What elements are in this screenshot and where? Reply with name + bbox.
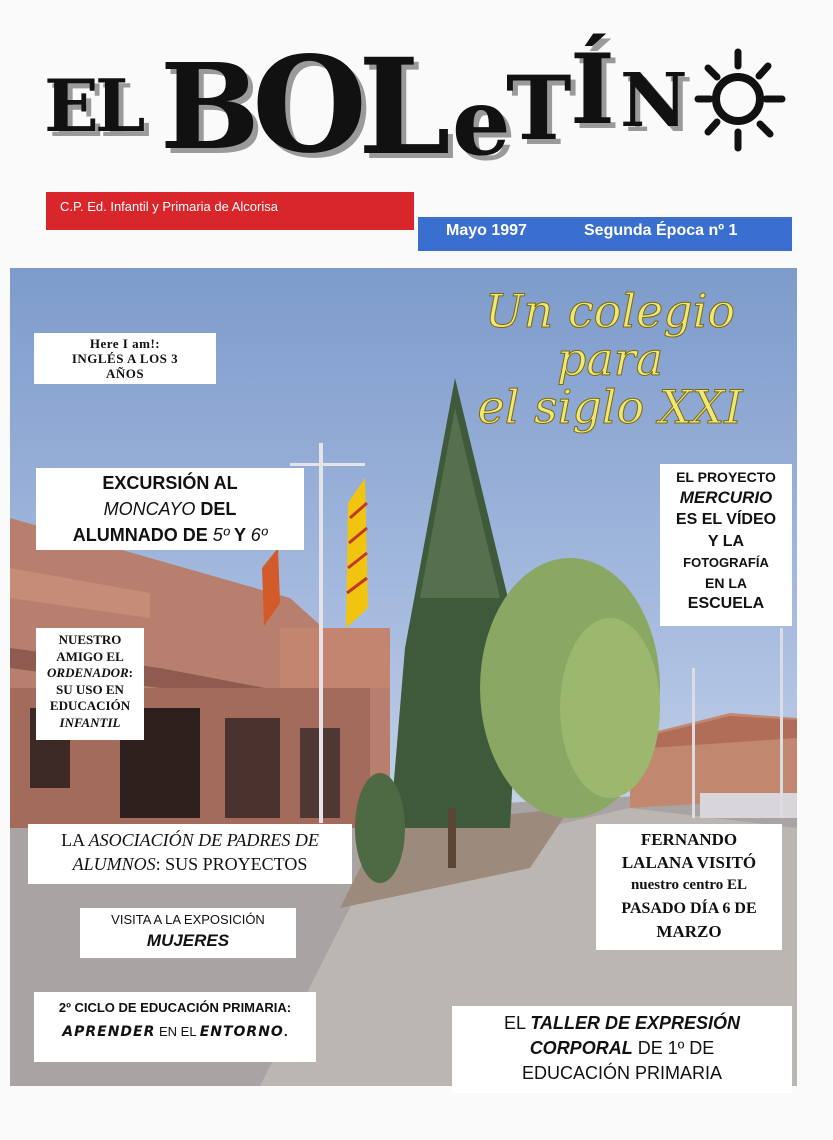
story-taller[interactable]	[452, 1006, 792, 1093]
story-asociacion[interactable]	[28, 824, 352, 884]
story-text: LALANA VISITÓ	[621, 853, 757, 872]
story-text: MONCAYO	[103, 499, 196, 519]
story-text: EDUCACIÓN	[49, 698, 131, 713]
story-ciclo[interactable]	[34, 992, 316, 1062]
story-text: SU USO EN	[56, 681, 124, 697]
story-text: INGLÉS A LOS 3	[71, 351, 179, 366]
story-text: ALUMNOS	[72, 854, 156, 874]
story-ordenador[interactable]	[36, 628, 144, 740]
story-text: AMIGO EL	[56, 648, 124, 664]
story-lalana[interactable]	[596, 824, 782, 950]
story-text: 2º CICLO DE EDUCACIÓN PRIMARIA:	[58, 1000, 292, 1015]
school-name: C.P. Ed. Infantil y Primaria de Alcorisa	[60, 199, 278, 214]
story-text: ESCUELA	[687, 595, 765, 612]
story-text: DE 1º DE	[637, 1038, 715, 1058]
story-text: PASADO DÍA 6 DE	[621, 900, 757, 917]
story-text: MARZO	[656, 922, 722, 941]
story-text: APRENDER	[62, 1024, 156, 1040]
masthead	[40, 28, 780, 190]
story-text: Here I am!:	[89, 336, 161, 351]
story-mercurio[interactable]	[660, 464, 792, 626]
story-text: .	[283, 1023, 288, 1039]
story-text: Y LA	[707, 533, 745, 550]
story-text: CORPORAL	[529, 1038, 633, 1058]
story-text: MUJERES	[146, 931, 230, 950]
story-text: LA	[61, 830, 85, 850]
story-text: ALUMNADO DE	[72, 525, 208, 545]
story-text: ES EL VÍDEO	[675, 511, 777, 528]
story-text: EXCURSIÓN AL	[102, 473, 238, 493]
title-letter: B	[160, 37, 260, 176]
story-mujeres[interactable]	[80, 908, 296, 958]
title-letter: O	[252, 28, 367, 183]
story-text: ASOCIACIÓN DE PADRES	[88, 830, 291, 850]
headline-line: el siglo XXI	[477, 380, 743, 434]
title-letter: L	[358, 30, 451, 185]
story-text: VISITA A LA EXPOSICIÓN	[111, 912, 265, 927]
title-letter: e	[452, 68, 511, 176]
story-text: nuestro centro EL	[630, 877, 748, 893]
story-text: FERNANDO	[640, 830, 738, 849]
headline-line: Un colegio para	[484, 284, 736, 386]
issue-date: Mayo 1997	[446, 222, 527, 239]
story-text: Y	[234, 525, 246, 545]
story-text: AÑOS	[105, 366, 145, 381]
story-text: 5º	[212, 525, 230, 545]
issue-number: Segunda Época nº 1	[584, 222, 738, 239]
title-letter: N	[620, 58, 688, 144]
story-text: EDUCACIÓN PRIMARIA	[521, 1063, 723, 1083]
title-letter: T	[506, 56, 572, 160]
story-text: EN EL	[155, 1024, 200, 1039]
story-text: DE	[294, 830, 319, 850]
title-letter: EL	[44, 63, 142, 148]
story-text: INFANTIL	[59, 714, 121, 730]
story-text: NUESTRO	[58, 632, 122, 647]
story-text: 6º	[250, 525, 268, 545]
story-text: : SUS PROYECTOS	[155, 854, 308, 874]
cover-headline	[430, 284, 790, 434]
story-text: EN LA	[705, 575, 747, 591]
story-text: EL PROYECTO	[676, 469, 776, 485]
story-text: :	[128, 665, 133, 680]
issue-banner	[418, 217, 792, 251]
sun-icon	[690, 44, 790, 154]
title-letter: Í	[570, 33, 615, 146]
story-text: ENTORNO	[199, 1024, 284, 1040]
story-ingles[interactable]	[34, 333, 216, 384]
story-text: EL	[503, 1013, 526, 1033]
story-text: TALLER DE EXPRESIÓN	[530, 1013, 741, 1033]
story-excursion[interactable]	[36, 468, 304, 550]
story-text: ORDENADOR	[47, 665, 129, 680]
story-text: MERCURIO	[679, 488, 773, 507]
story-text: DEL	[200, 499, 237, 519]
story-text: FOTOGRAFÍA	[683, 555, 769, 570]
school-banner	[46, 192, 414, 230]
